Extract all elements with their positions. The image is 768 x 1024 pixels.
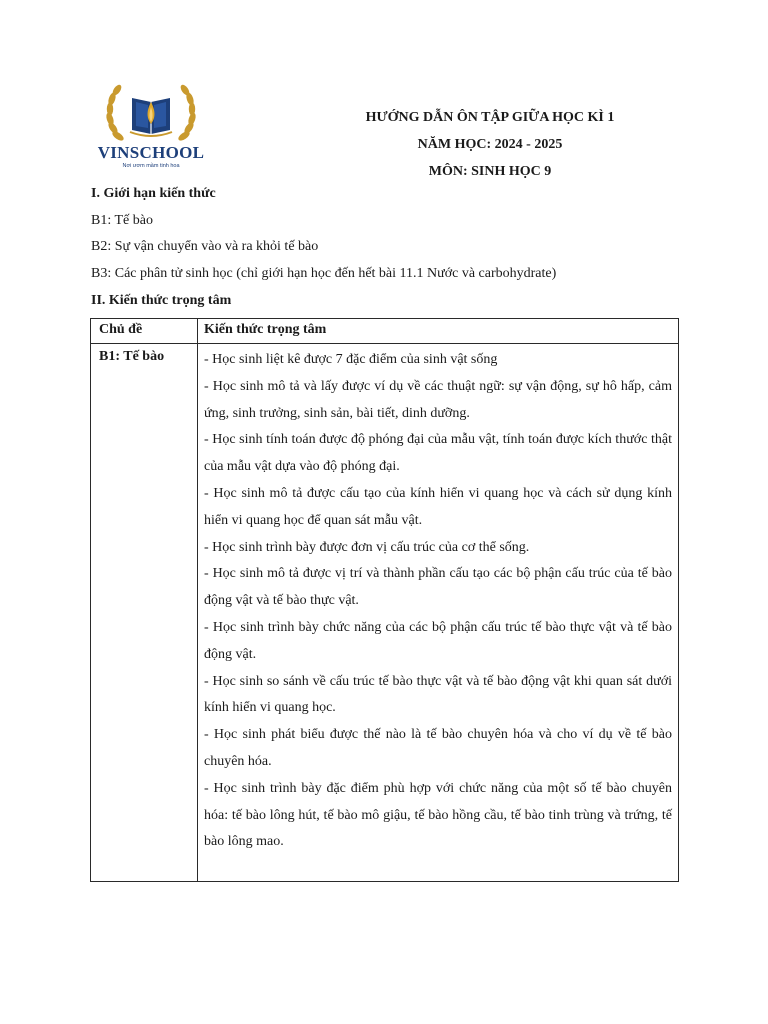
knowledge-point: - Học sinh trình bày đặc điểm phù hợp với chức năng của một số tế bào chuyên hóa: tế bào lông hút, tế bào mô giậu, tế bào hồng cầu, tế bào tinh trùng và trứng, tế bào lông mao. (204, 780, 672, 850)
knowledge-point: - Học sinh mô tả và lấy được ví dụ về các thuật ngữ: sự vận động, sự hô hấp, cảm ứng, sinh trưởng, sinh sản, bài tiết, dinh dưỡng. (204, 378, 672, 421)
knowledge-point: - Học sinh liệt kê được 7 đặc điểm của sinh vật sống (204, 352, 498, 367)
knowledge-point: - Học sinh phát biểu được thế nào là tế bào chuyên hóa và cho ví dụ về tế bào chuyên hóa. (204, 727, 672, 769)
knowledge-point: - Học sinh trình bày chức năng của các bộ phận cấu trúc tế bào thực vật và tế bào động vật. (204, 619, 672, 662)
scope-item-1: B1: Tế bào (91, 213, 153, 228)
school-logo (96, 80, 206, 176)
knowledge-point: - Học sinh trình bày được đơn vị cấu trúc của cơ thể sống. (204, 539, 530, 555)
knowledge-point: - Học sinh tính toán được độ phóng đại của mẫu vật, tính toán được kích thước thật của mẫu vật dựa vào độ phóng đại. (204, 432, 672, 475)
logo-tagline: Nơi ươm mầm tinh hoa (122, 163, 180, 169)
scope-item-3: B3: Các phân tử sinh học (chỉ giới hạn học đến hết bài 11.1 Nước và carbohydrate) (91, 266, 557, 281)
header-subject: MÔN: SINH HỌC 9 (428, 164, 552, 179)
logo-wordmark: VINSCHOOL (97, 143, 205, 162)
table-cell-topic: B1: Tế bào (99, 349, 165, 364)
table-cell-knowledge (204, 347, 672, 856)
table-header-divider (91, 343, 678, 344)
table-header-topic: Chủ đề (99, 322, 143, 337)
scope-item-2: B2: Sự vận chuyển vào và ra khỏi tế bào (91, 239, 319, 254)
section-2-title: II. Kiến thức trọng tâm (91, 293, 232, 308)
table-header-knowledge: Kiến thức trọng tâm (204, 322, 327, 337)
key-knowledge-table (90, 318, 679, 882)
document-header (300, 104, 680, 185)
knowledge-point: - Học sinh mô tả được vị trí và thành phần cấu tạo các bộ phận cấu trúc của tế bào động vật và tế bào thực vật. (204, 566, 672, 609)
knowledge-point: - Học sinh mô tả được cấu tạo của kính hiển vi quang học và cách sử dụng kính hiển vi quang học để quan sát mẫu vật. (204, 485, 672, 528)
header-school-year: NĂM HỌC: 2024 - 2025 (417, 137, 563, 152)
table-column-divider (197, 319, 198, 881)
header-title: HƯỚNG DẪN ÔN TẬP GIỮA HỌC KÌ 1 (365, 110, 615, 125)
knowledge-point: - Học sinh so sánh về cấu trúc tế bào thực vật và tế bào động vật khi quan sát dưới kính hiển vi quang học. (204, 673, 672, 716)
laurel-book-emblem-icon (96, 80, 206, 146)
section-1-title: I. Giới hạn kiến thức (91, 186, 216, 201)
